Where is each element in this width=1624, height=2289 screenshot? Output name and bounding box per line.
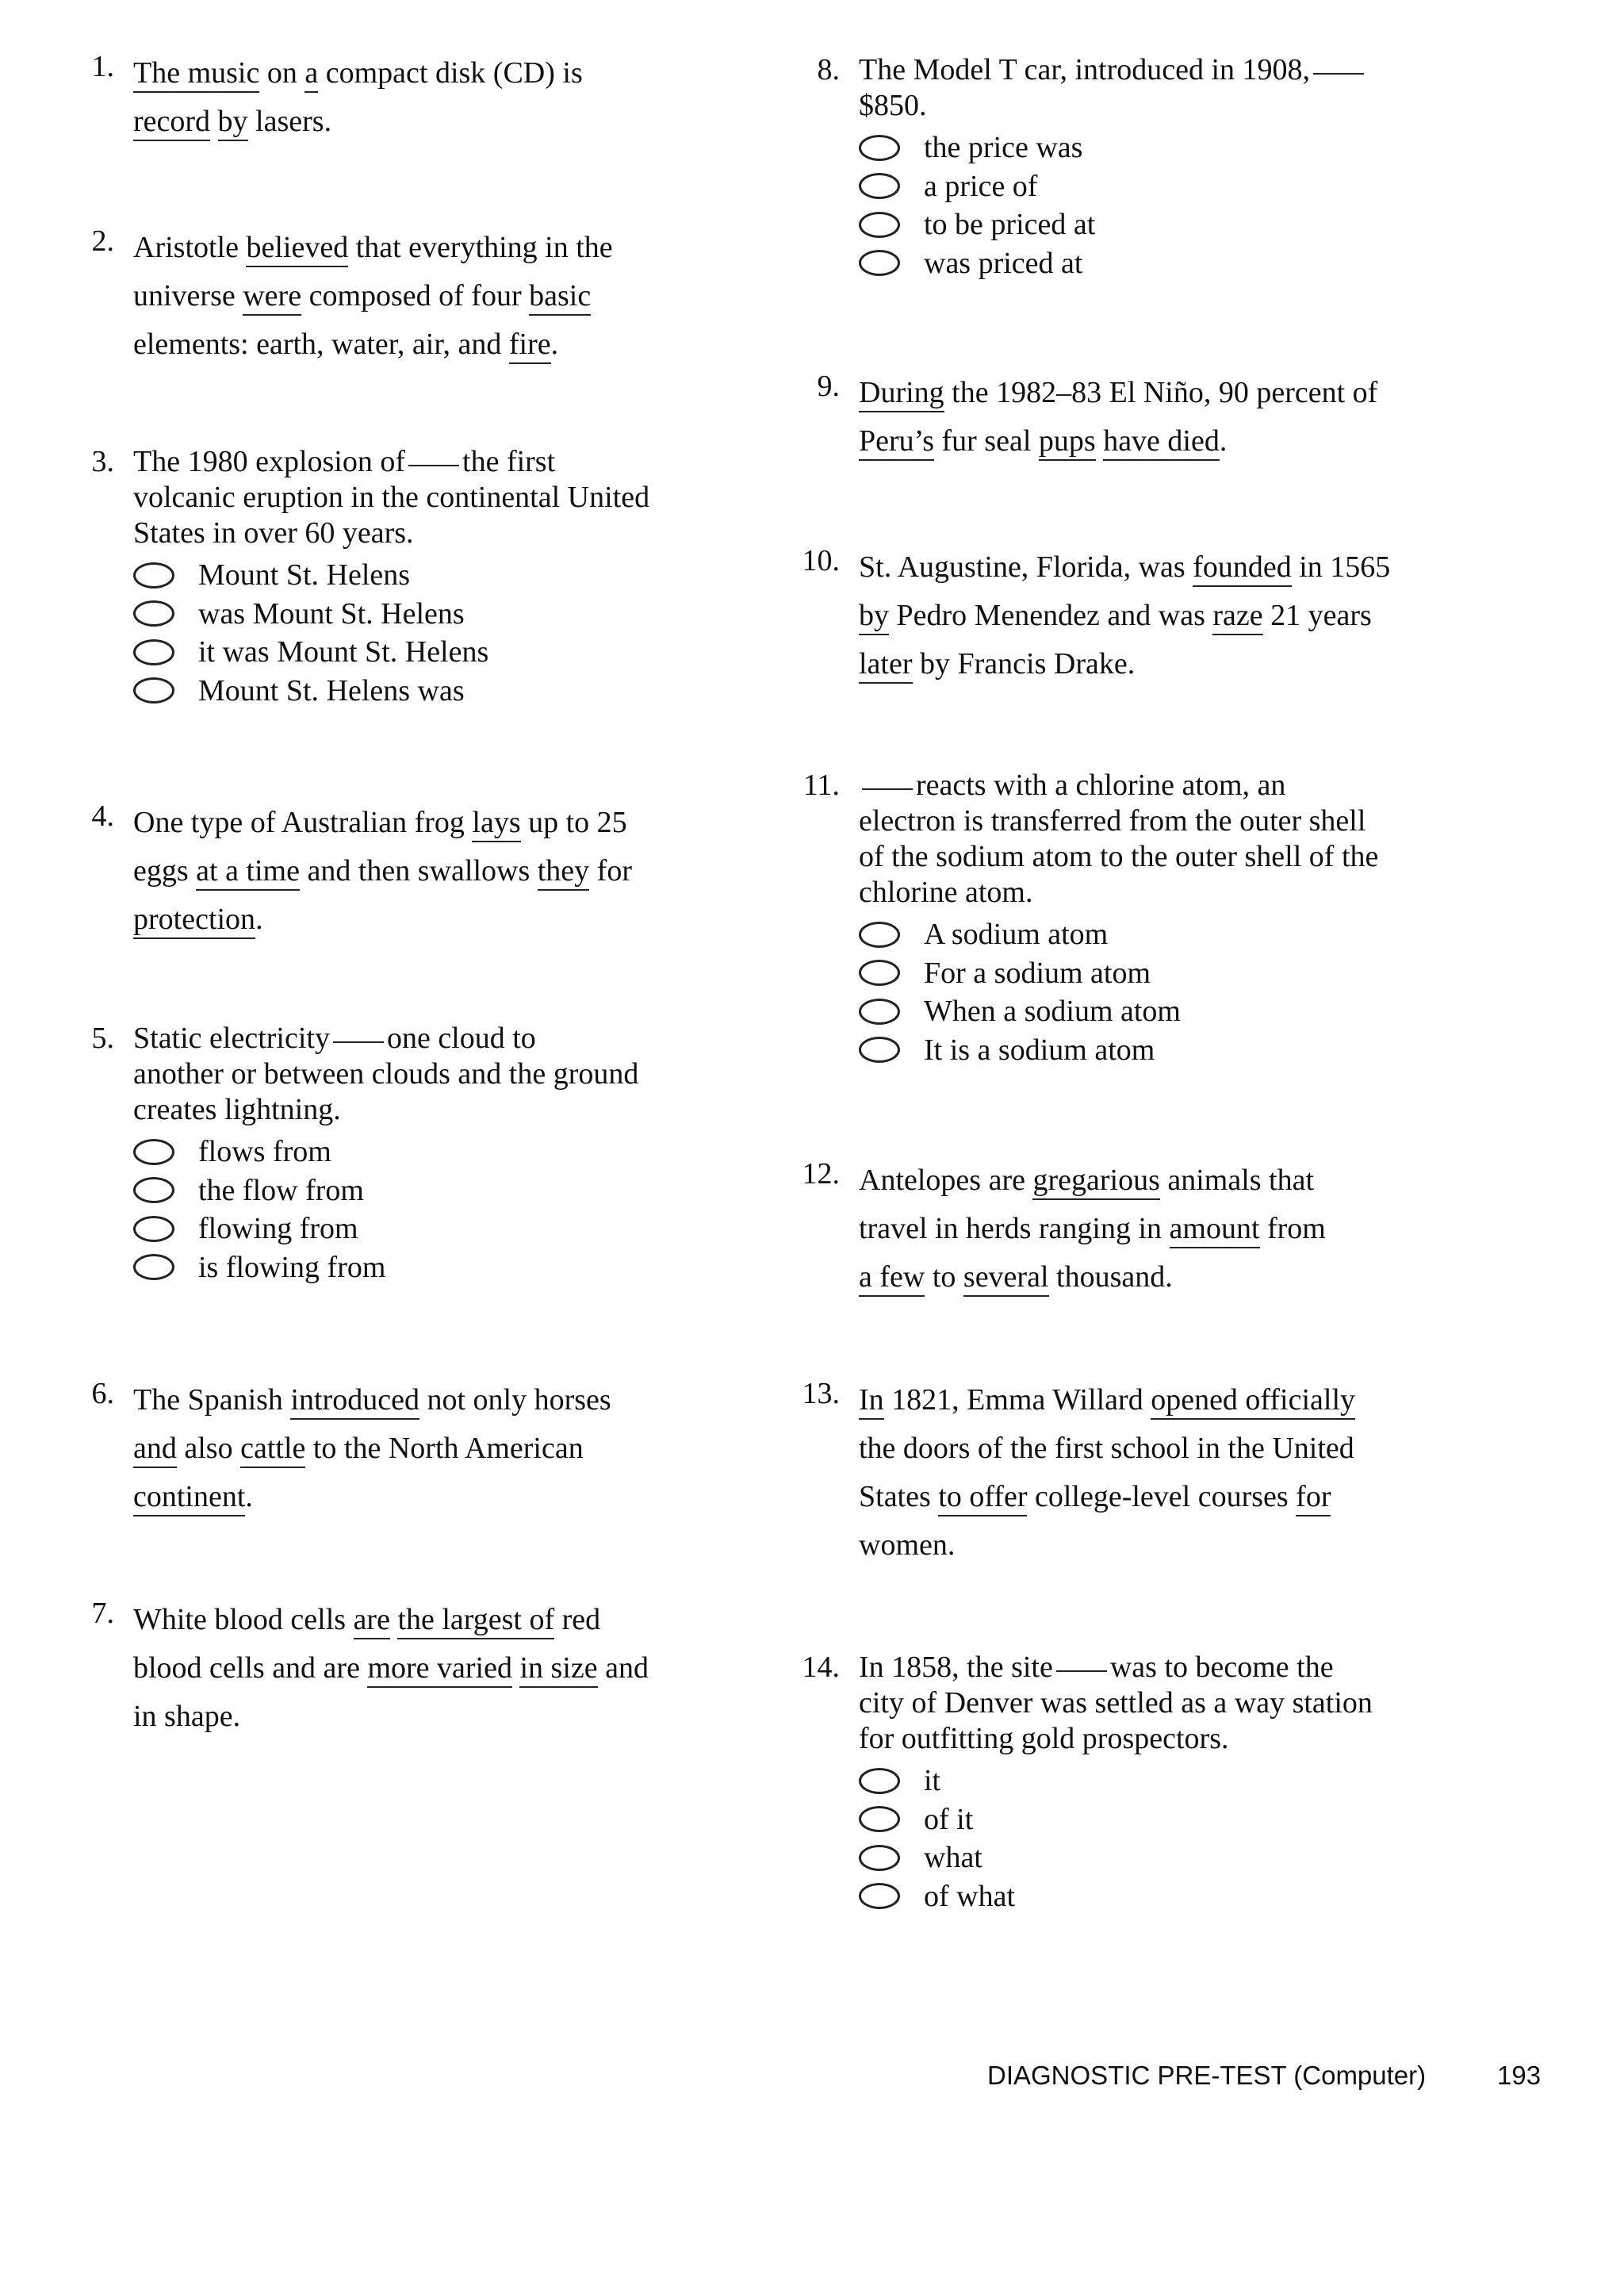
question-line [133,799,632,847]
question-line [133,1473,611,1521]
text-segment: the doors of the first school in the United [859,1432,1354,1465]
answer-blank [862,788,913,790]
question-line [859,88,1367,124]
text-segment: . [245,1480,253,1513]
underlined-word: were [243,279,301,316]
question-number: 5. [91,1022,114,1055]
text-segment: city of Denver was settled as a way station [859,1686,1373,1720]
question-line [859,1205,1326,1253]
text-segment: by Francis Drake. [912,647,1136,681]
text-segment: the first [462,445,556,478]
answer-option-label: flowing from [198,1212,358,1246]
text-segment: electron is transferred from the outer shell [859,804,1366,838]
question-line [133,49,583,98]
answer-option-label: Mount St. Helens was [198,673,465,707]
text-segment: in 1565 [1291,550,1391,584]
text-segment: $850. [859,89,927,122]
text-segment: The Spanish [133,1383,291,1417]
question-line [133,320,613,369]
text-segment: thousand. [1048,1260,1173,1294]
answer-option[interactable] [133,595,649,634]
question-number: 1. [91,50,114,83]
radio-oval-icon[interactable] [859,1845,900,1871]
question-line [859,875,1378,911]
underlined-word: are [354,1603,390,1639]
underlined-word: raze [1212,599,1262,635]
answer-option[interactable] [859,167,1367,206]
text-segment [1096,424,1104,458]
answer-options [859,1762,1373,1915]
question-number: 9. [817,370,840,403]
question-line [859,417,1377,466]
question-line [859,1521,1355,1570]
answer-options [859,915,1378,1069]
question-number: 11. [802,769,840,802]
question-line [133,1092,638,1128]
answer-option-label: of it [924,1802,974,1836]
answer-option-label: it was Mount St. Helens [198,635,489,669]
underlined-word: by [859,599,889,635]
question-line [133,480,649,516]
text-segment: In 1858, the site [859,1651,1053,1684]
text-segment: for [589,854,632,888]
underlined-word: founded [1193,550,1292,587]
question-line [859,543,1390,592]
text-segment: Pedro Menendez and was [889,599,1213,632]
answer-option-label: a price of [924,169,1038,203]
text-segment: eggs [133,854,197,888]
answer-option-label: When a sodium atom [924,995,1181,1029]
answer-option-label: it [924,1764,941,1798]
underlined-word: amount [1170,1212,1260,1248]
question-number: 13. [802,1377,840,1410]
text-segment: also [176,1432,241,1465]
text-segment: of the sodium atom to the outer shell of the [859,840,1379,873]
underlined-word: a few [859,1260,925,1297]
question-text [133,1021,638,1286]
answer-option[interactable] [859,244,1367,283]
question-text [859,1376,1355,1570]
text-segment: The 1980 explosion of [133,445,406,478]
underlined-word: pups [1039,424,1096,461]
answer-option-label: to be priced at [924,208,1096,242]
question-line [859,1253,1326,1302]
question-number: 6. [91,1377,114,1410]
text-segment: 1821, Emma Willard [883,1383,1151,1417]
radio-oval-icon[interactable] [133,1254,174,1280]
answer-blank [1313,73,1364,75]
answer-option[interactable] [133,633,649,672]
answer-option-label: flows from [198,1135,331,1169]
answer-option[interactable] [133,672,649,711]
underlined-word: and [133,1432,177,1468]
answer-blank [333,1041,384,1043]
question-number: 8. [817,53,840,86]
underlined-word: protection [133,903,255,939]
underlined-word: introduced [290,1383,419,1420]
question-text [133,1596,649,1741]
underlined-word: Peru’s [859,424,934,461]
radio-oval-icon[interactable] [133,639,174,665]
answer-blank [408,465,459,466]
underlined-word: the largest of [397,1603,554,1639]
text-segment: women. [859,1528,956,1562]
radio-oval-icon[interactable] [859,1768,900,1794]
underlined-word: a [304,56,318,93]
question-line [859,839,1378,875]
question-number: 14. [802,1651,840,1684]
text-segment: blood cells and are [133,1651,368,1685]
text-segment: St. Augustine, Florida, was [859,550,1193,584]
underlined-word: they [538,854,589,891]
underlined-word: in size [519,1651,597,1688]
text-segment: travel in herds ranging in [859,1212,1170,1245]
radio-oval-icon[interactable] [133,1177,174,1203]
question-line [133,98,583,146]
radio-oval-icon[interactable] [859,1037,900,1063]
text-segment: elements: earth, water, air, and [133,328,509,361]
radio-oval-icon[interactable] [133,562,174,589]
text-segment: One type of Australian frog [133,806,473,839]
text-segment: . [1219,424,1228,458]
underlined-word: The music [133,56,259,93]
question-text [859,52,1367,282]
radio-oval-icon[interactable] [133,1139,174,1165]
question-line [859,640,1390,688]
underlined-word: lays [472,806,520,842]
underlined-word: In [859,1383,884,1420]
text-segment: reacts with a chlorine atom, an [916,769,1286,802]
underlined-word: more varied [367,1651,512,1688]
answer-blank [1056,1670,1107,1672]
text-segment: to [925,1260,963,1294]
question-line [133,1056,638,1092]
question-line [859,1650,1373,1685]
text-segment: composed of four [301,279,530,312]
text-segment: 21 years [1262,599,1372,632]
text-segment: the 1982–83 El Niño, 90 percent of [944,376,1378,409]
answer-option[interactable] [859,1762,1373,1800]
text-segment: States [859,1480,939,1513]
question-text [859,768,1378,1069]
text-segment: was to become the [1109,1651,1334,1684]
text-segment: Aristotle [133,231,247,264]
answer-option-label: Mount St. Helens [198,558,411,592]
answer-option-label: the price was [924,131,1083,165]
underlined-word: continent [133,1480,245,1516]
question-line [859,1424,1355,1473]
answer-option-label: the flow from [198,1173,364,1207]
question-text [859,1156,1326,1302]
footer-title: DIAGNOSTIC PRE-TEST (Computer) [987,2061,1427,2090]
question-line [133,895,632,944]
question-text [133,444,649,710]
radio-oval-icon[interactable] [859,999,900,1025]
question-line [859,52,1367,88]
text-segment: . [550,328,559,361]
text-segment: Antelopes are [859,1164,1033,1197]
radio-oval-icon[interactable] [133,600,174,627]
answer-option[interactable] [859,1031,1378,1070]
text-segment: to the North American [305,1432,584,1465]
radio-oval-icon[interactable] [859,922,900,948]
text-segment: on [259,56,305,90]
text-segment: that everything in the [348,231,613,264]
text-segment: for outfitting gold prospectors. [859,1722,1229,1755]
question-line [859,592,1390,640]
text-segment: animals that [1159,1164,1315,1197]
question-line [859,1156,1326,1205]
answer-option-label: of what [924,1879,1016,1913]
underlined-word: later [859,647,913,684]
answer-option-label: A sodium atom [924,918,1109,952]
underlined-word: basic [529,279,591,316]
answer-option[interactable] [133,1133,638,1171]
answer-option[interactable] [859,1838,1373,1877]
answer-option[interactable] [133,1171,638,1210]
question-line [133,1644,649,1693]
text-segment: in shape. [133,1700,241,1733]
text-segment: one cloud to [386,1022,536,1055]
question-number: 10. [802,544,840,577]
radio-oval-icon[interactable] [859,212,900,238]
answer-options [133,1133,638,1286]
answer-option-label: is flowing from [198,1250,386,1284]
text-segment: The Model T car, introduced in 1908, [859,53,1311,86]
answer-option[interactable] [859,205,1367,244]
answer-option[interactable] [859,1877,1373,1916]
radio-oval-icon[interactable] [859,960,900,986]
text-segment: up to 25 [520,806,627,839]
answer-option-label: was priced at [924,246,1083,280]
answer-option-label: was Mount St. Helens [198,596,465,631]
question-number: 7. [91,1597,114,1630]
text-segment: compact disk (CD) is [318,56,583,90]
text-segment: States in over 60 years. [133,516,414,550]
question-line [133,847,632,895]
text-segment: and [597,1651,649,1685]
answer-options [133,556,649,710]
answer-option-label: For a sodium atom [924,956,1151,990]
underlined-word: at a time [196,854,300,891]
question-line [133,224,613,272]
answer-option-label: what [924,1841,982,1875]
question-line [859,1685,1373,1721]
answer-option[interactable] [859,992,1378,1031]
text-segment: universe [133,279,243,312]
text-segment: college-level courses [1027,1480,1297,1513]
radio-oval-icon[interactable] [133,1216,174,1242]
question-number: 3. [91,445,114,478]
text-segment: Static electricity [133,1022,330,1055]
text-segment: lasers. [247,105,332,138]
question-line [133,1424,611,1473]
text-segment [210,105,218,138]
question-line [133,1693,649,1741]
underlined-word: several [963,1260,1049,1297]
underlined-word: have died [1103,424,1220,461]
question-text [859,543,1390,688]
answer-option[interactable] [133,556,649,595]
question-line [859,768,1378,803]
answer-option[interactable] [859,954,1378,993]
answer-option-label: It is a sodium atom [924,1033,1155,1067]
text-segment: and then swallows [300,854,538,888]
answer-option[interactable] [133,1248,638,1287]
text-segment: not only horses [419,1383,611,1417]
page-number: 193 [1497,2061,1542,2090]
radio-oval-icon[interactable] [859,250,900,276]
radio-oval-icon[interactable] [859,173,900,199]
radio-oval-icon[interactable] [133,677,174,704]
question-text [133,799,632,944]
underlined-word: fire [509,328,551,364]
answer-option[interactable] [859,128,1367,167]
question-line [859,1376,1355,1424]
text-segment: chlorine atom. [859,876,1033,909]
text-segment [390,1603,398,1636]
radio-oval-icon[interactable] [859,135,900,161]
question-number: 4. [91,799,114,833]
underlined-word: believed [246,231,348,267]
answer-option[interactable] [133,1210,638,1248]
underlined-word: record [133,105,210,141]
text-segment: fur seal [934,424,1039,458]
question-line [859,369,1377,417]
question-text [859,369,1377,466]
question-line [859,803,1378,839]
answer-option[interactable] [859,915,1378,954]
question-line [133,516,649,551]
question-text [859,1650,1373,1915]
question-text [133,1376,611,1521]
radio-oval-icon[interactable] [859,1806,900,1832]
question-text [133,49,583,146]
underlined-word: gregarious [1032,1164,1159,1200]
underlined-word: opened officially [1151,1383,1355,1420]
question-line [133,272,613,320]
text-segment: another or between clouds and the ground [133,1057,639,1091]
answer-options [859,128,1367,282]
text-segment: . [255,903,263,936]
question-number: 12. [802,1157,840,1191]
question-text [133,224,613,369]
question-number: 2. [91,224,114,258]
underlined-word: for [1296,1480,1331,1516]
question-line [133,1596,649,1644]
question-line [859,1721,1373,1757]
text-segment: red [554,1603,601,1636]
radio-oval-icon[interactable] [859,1883,900,1909]
question-line [133,1376,611,1424]
text-segment: White blood cells [133,1603,354,1636]
underlined-word: cattle [240,1432,305,1468]
text-segment: from [1259,1212,1326,1245]
underlined-word: During [859,376,944,412]
text-segment: volcanic eruption in the continental United [133,481,650,514]
question-line [133,444,649,480]
underlined-word: to offer [938,1480,1027,1516]
underlined-word: by [218,105,248,141]
text-segment: creates lightning. [133,1093,341,1126]
answer-option[interactable] [859,1800,1373,1839]
question-line [859,1473,1355,1521]
question-line [133,1021,638,1056]
